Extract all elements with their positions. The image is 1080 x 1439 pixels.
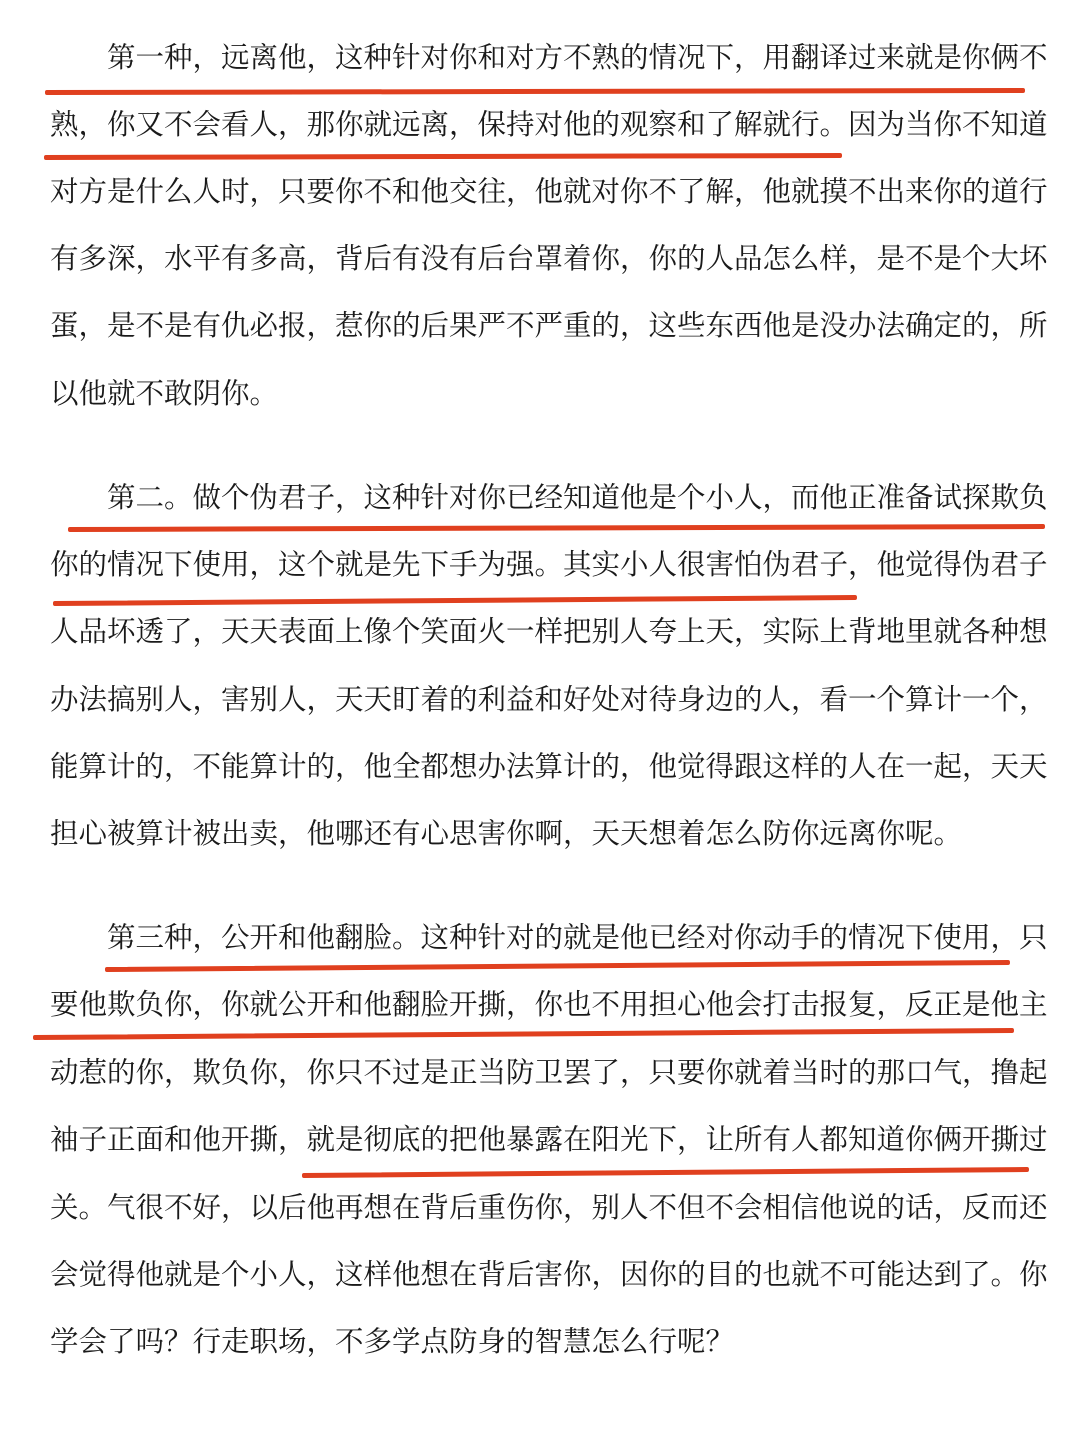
text-line: 关。气很不好，以后他再想在背后重伤你，别人不但不会相信他说的话，反而还 xyxy=(50,1191,1048,1224)
text-line: 办法搞别人，害别人，天天盯着的利益和好处对待身边的人，看一个算计一个， xyxy=(50,683,1048,716)
text-line: 第二。做个伪君子，这种针对你已经知道他是个小人，而他正准备试探欺负 xyxy=(107,481,1048,514)
text-line: 第一种，远离他，这种针对你和对方不熟的情况下，用翻译过来就是你俩不 xyxy=(107,41,1048,74)
text-line: 以他就不敢阴你。 xyxy=(50,377,279,410)
text-line: 熟，你又不会看人，那你就远离，保持对他的观察和了解就行。因为当你不知道 xyxy=(50,108,1048,141)
text-line: 会觉得他就是个小人，这样他想在背后害你，因你的目的也就不可能达到了。你 xyxy=(50,1258,1048,1291)
text-line: 第三种，公开和他翻脸。这种针对的就是他已经对你动手的情况下使用，只 xyxy=(107,921,1048,954)
text-line: 能算计的，不能算计的，他全都想办法算计的，他觉得跟这样的人在一起，天天 xyxy=(50,750,1048,783)
text-line: 对方是什么人时，只要你不和他交往，他就对你不了解，他就摸不出来你的道行 xyxy=(50,175,1048,208)
text-line: 学会了吗？行走职场，不多学点防身的智慧怎么行呢？ xyxy=(50,1325,735,1358)
red-underline-mark xyxy=(302,1167,1029,1178)
text-line: 袖子正面和他开撕，就是彻底的把他暴露在阳光下，让所有人都知道你俩开撕过 xyxy=(50,1123,1048,1156)
text-line: 你的情况下使用，这个就是先下手为强。其实小人很害怕伪君子，他觉得伪君子 xyxy=(50,548,1048,581)
text-line: 人品坏透了，天天表面上像个笑面火一样把别人夸上天，实际上背地里就各种想 xyxy=(50,615,1048,648)
text-line: 蛋，是不是有仇必报，惹你的后果严不严重的，这些东西他是没办法确定的，所 xyxy=(50,309,1048,342)
red-underline-mark xyxy=(33,1028,1014,1040)
red-underline-mark xyxy=(45,88,1025,95)
red-underline-mark xyxy=(44,153,842,160)
text-line: 有多深，水平有多高，背后有没有后台罩着你，你的人品怎么样，是不是个大坏 xyxy=(50,242,1048,275)
red-underline-mark xyxy=(105,960,1010,972)
text-line: 担心被算计被出卖，他哪还有心思害你啊，天天想着怎么防你远离你呢。 xyxy=(50,817,963,850)
red-underline-mark xyxy=(53,595,857,606)
red-underline-mark xyxy=(68,524,1045,532)
text-line: 要他欺负你，你就公开和他翻脸开撕，你也不用担心他会打击报复，反正是他主 xyxy=(50,988,1048,1021)
text-line: 动惹的你，欺负你，你只不过是正当防卫罢了，只要你就着当时的那口气，撸起 xyxy=(50,1056,1048,1089)
